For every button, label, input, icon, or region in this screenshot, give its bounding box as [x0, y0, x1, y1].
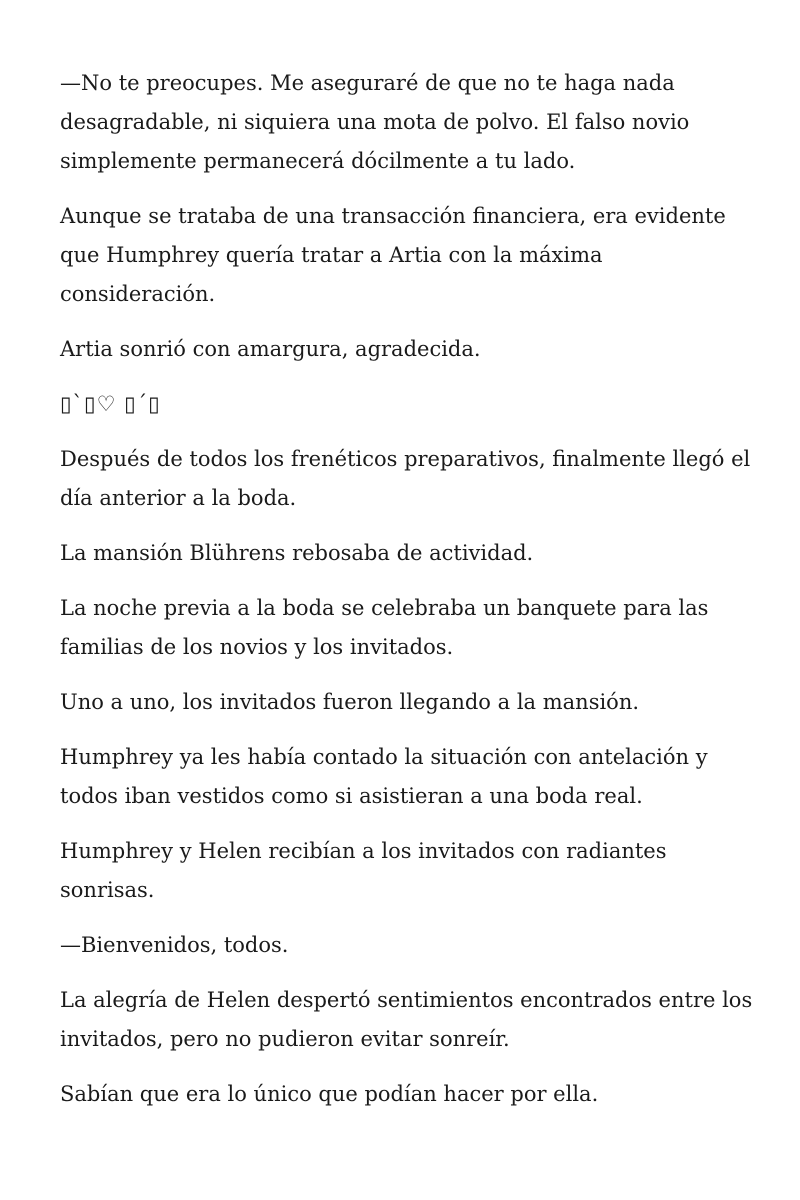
paragraph: Artia sonrió con amargura, agradecida. — [60, 337, 481, 361]
paragraph: Sabían que era lo único que podían hacer por ella. — [60, 1082, 599, 1106]
paragraph: —No te preocupes. Me aseguraré de que no te haga nada desagradable, ni siquiera una mota de polvo. El falso novio simplemente permanecerá dócilmente a tu lado. — [60, 71, 690, 173]
scene-separator: ▯`▯♡ ▯´▯ — [60, 392, 161, 416]
paragraph: Humphrey ya les había contado la situación con antelación y todos iban vestidos como si asistieran a una boda real. — [60, 745, 708, 808]
paragraph: Después de todos los frenéticos preparativos, finalmente llegó el día anterior a la boda. — [60, 447, 751, 510]
paragraph: Aunque se trataba de una transacción financiera, era evidente que Humphrey quería tratar a Artia con la máxima consideración. — [60, 204, 726, 306]
dialogue-paragraph: —Bienvenidos, todos. — [60, 933, 289, 957]
document-body — [60, 64, 760, 1130]
paragraph: La mansión Blührens rebosaba de actividad. — [60, 541, 534, 565]
paragraph: Uno a uno, los invitados fueron llegando a la mansión. — [60, 690, 640, 714]
paragraph: La alegría de Helen despertó sentimientos encontrados entre los invitados, pero no pudieron evitar sonreír. — [60, 988, 753, 1051]
paragraph: La noche previa a la boda se celebraba un banquete para las familias de los novios y los invitados. — [60, 596, 709, 659]
paragraph: Humphrey y Helen recibían a los invitados con radiantes sonrisas. — [60, 839, 667, 902]
